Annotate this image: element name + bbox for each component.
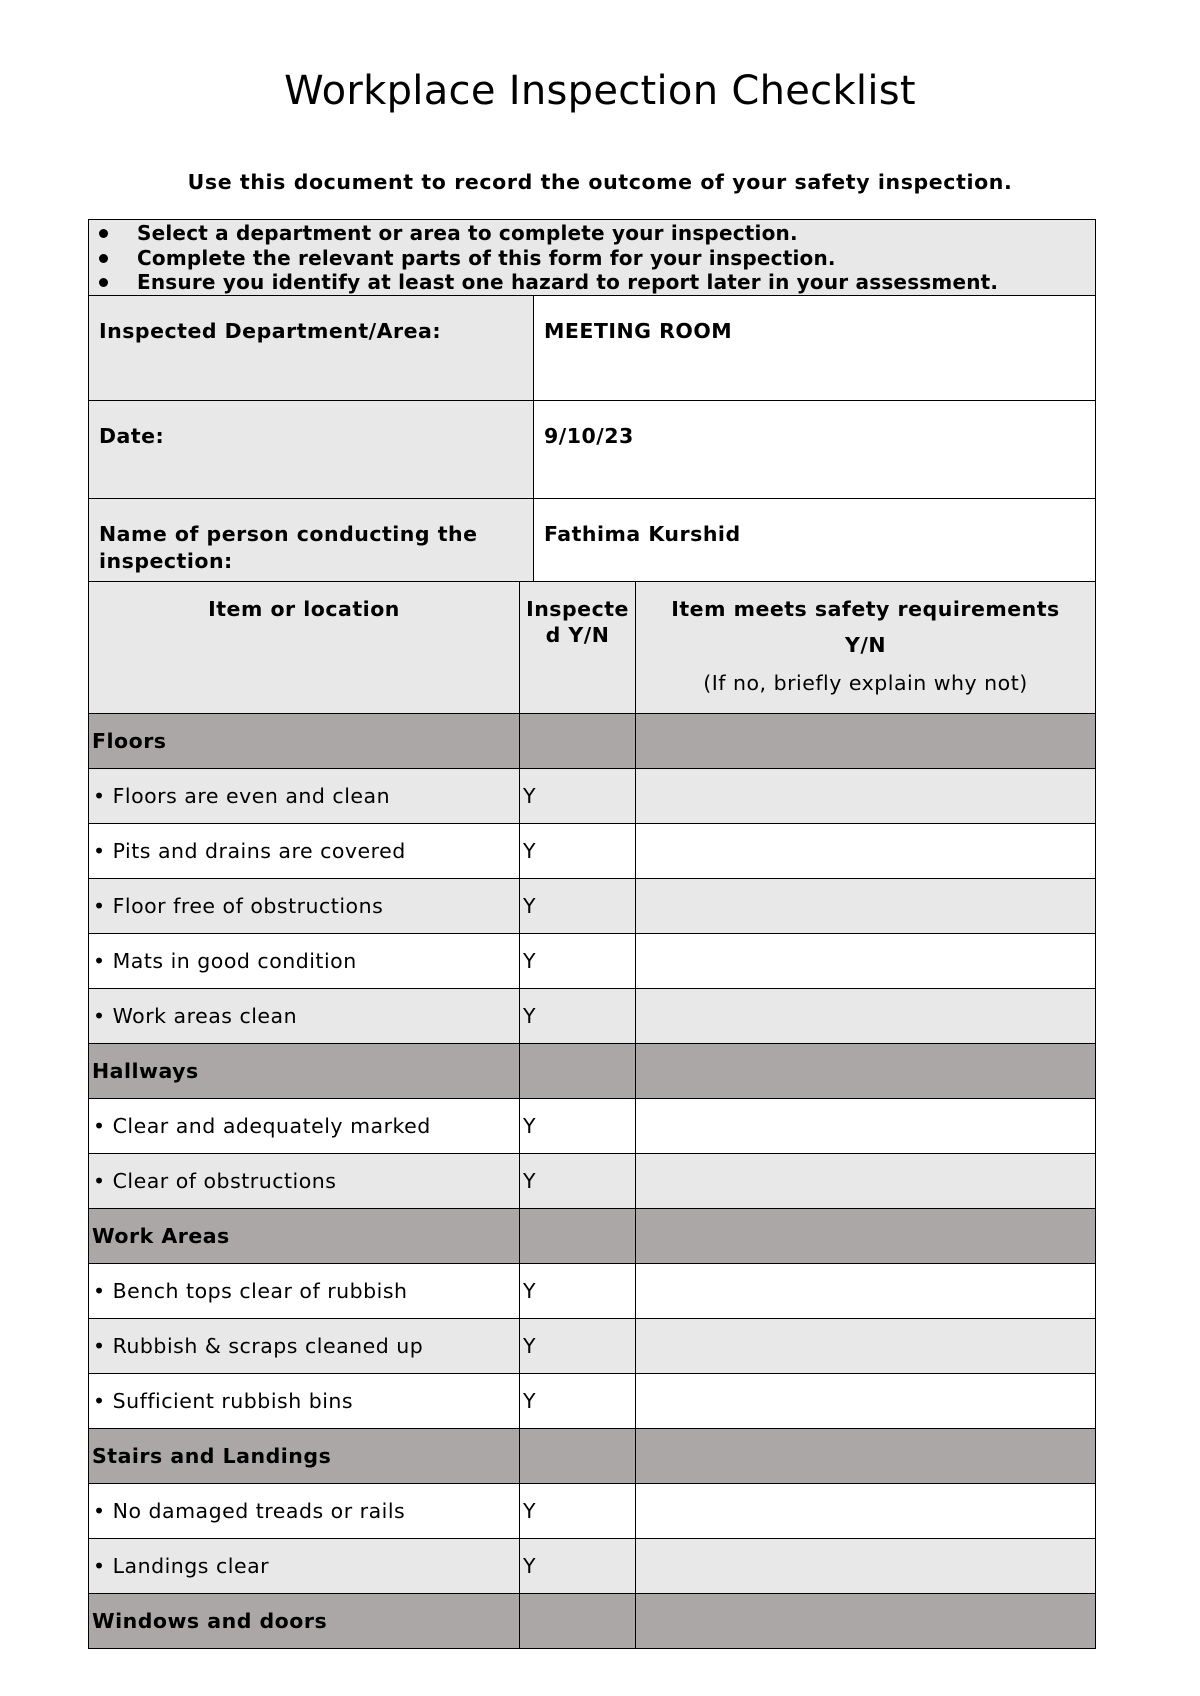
section-inspected-cell xyxy=(520,1209,636,1264)
section-inspected-cell xyxy=(520,714,636,769)
item-meets[interactable] xyxy=(636,934,1096,989)
section-label: Floors xyxy=(89,714,520,769)
item-label: • Floor free of obstructions xyxy=(89,879,520,934)
section-label: Work Areas xyxy=(89,1209,520,1264)
section-meets-cell xyxy=(636,1594,1096,1649)
department-label: Inspected Department/Area: xyxy=(89,295,534,400)
table-row xyxy=(89,769,1096,824)
inspection-info-table xyxy=(88,219,1096,622)
section-meets-cell xyxy=(636,1044,1096,1099)
header-meets-yn: Y/N xyxy=(845,633,886,657)
table-row xyxy=(89,1484,1096,1539)
instruction-item xyxy=(89,270,1095,295)
item-meets[interactable] xyxy=(636,1099,1096,1154)
table-row xyxy=(89,1099,1096,1154)
section-label: Hallways xyxy=(89,1044,520,1099)
item-label: • Clear and adequately marked xyxy=(89,1099,520,1154)
table-row xyxy=(89,1374,1096,1429)
section-row-hallways xyxy=(89,1044,1096,1099)
item-label: • Work areas clean xyxy=(89,989,520,1044)
bullet-icon xyxy=(99,278,108,287)
date-label: Date: xyxy=(89,400,534,498)
section-label: Stairs and Landings xyxy=(89,1429,520,1484)
item-meets[interactable] xyxy=(636,1484,1096,1539)
section-meets-cell xyxy=(636,1429,1096,1484)
item-meets[interactable] xyxy=(636,1154,1096,1209)
department-value[interactable]: MEETING ROOM xyxy=(534,295,1096,400)
instruction-item xyxy=(89,246,1095,271)
document-title: Workplace Inspection Checklist xyxy=(284,68,916,114)
item-inspected[interactable]: Y xyxy=(520,1319,636,1374)
instruction-text: Select a department or area to complete your inspection. xyxy=(137,221,798,245)
table-row xyxy=(89,824,1096,879)
item-inspected[interactable]: Y xyxy=(520,1154,636,1209)
item-inspected[interactable]: Y xyxy=(520,934,636,989)
item-meets[interactable] xyxy=(636,1264,1096,1319)
header-item-or-location xyxy=(89,582,520,714)
item-inspected[interactable]: Y xyxy=(520,769,636,824)
date-value[interactable]: 9/10/23 xyxy=(534,400,1096,498)
item-meets[interactable] xyxy=(636,879,1096,934)
table-row xyxy=(89,879,1096,934)
section-inspected-cell xyxy=(520,1594,636,1649)
table-row xyxy=(89,989,1096,1044)
table-row xyxy=(89,1539,1096,1594)
item-meets[interactable] xyxy=(636,1539,1096,1594)
item-inspected[interactable]: Y xyxy=(520,1264,636,1319)
header-meets-label: Item meets safety requirements xyxy=(671,597,1060,621)
item-label: • Landings clear xyxy=(89,1539,520,1594)
item-label: • Floors are even and clean xyxy=(89,769,520,824)
item-label: • Mats in good condition xyxy=(89,934,520,989)
header-meets-note: (If no, briefly explain why not) xyxy=(703,671,1028,695)
header-inspected-label: Inspected Y/N xyxy=(526,597,629,647)
item-inspected[interactable]: Y xyxy=(520,1099,636,1154)
table-row xyxy=(89,1154,1096,1209)
document-subtitle: Use this document to record the outcome of your safety inspection. xyxy=(187,170,1013,194)
inspector-label: Name of person conducting the inspection: xyxy=(89,498,534,621)
section-row-stairs-and-landings xyxy=(89,1429,1096,1484)
section-meets-cell xyxy=(636,1209,1096,1264)
instructions-list xyxy=(89,221,1095,295)
inspector-value[interactable]: Fathima Kurshid xyxy=(534,498,1096,621)
item-inspected[interactable]: Y xyxy=(520,1374,636,1429)
section-label: Windows and doors xyxy=(89,1594,520,1649)
item-label: • Rubbish & scraps cleaned up xyxy=(89,1319,520,1374)
section-row-work-areas xyxy=(89,1209,1096,1264)
item-inspected[interactable]: Y xyxy=(520,824,636,879)
item-inspected[interactable]: Y xyxy=(520,879,636,934)
section-row-floors xyxy=(89,714,1096,769)
item-inspected[interactable]: Y xyxy=(520,1539,636,1594)
item-inspected[interactable]: Y xyxy=(520,989,636,1044)
header-meets-requirements xyxy=(636,582,1096,714)
item-label: • Sufficient rubbish bins xyxy=(89,1374,520,1429)
bullet-icon xyxy=(99,254,108,263)
item-meets[interactable] xyxy=(636,769,1096,824)
item-label: • Bench tops clear of rubbish xyxy=(89,1264,520,1319)
table-row xyxy=(89,1319,1096,1374)
item-label: • Pits and drains are covered xyxy=(89,824,520,879)
instruction-text: Complete the relevant parts of this form for your inspection. xyxy=(137,245,836,270)
item-meets[interactable] xyxy=(636,989,1096,1044)
item-label: • Clear of obstructions xyxy=(89,1154,520,1209)
instruction-item xyxy=(89,221,1095,246)
section-inspected-cell xyxy=(520,1429,636,1484)
instructions-cell xyxy=(89,220,1096,296)
item-meets[interactable] xyxy=(636,1319,1096,1374)
header-inspected xyxy=(520,582,636,714)
section-inspected-cell xyxy=(520,1044,636,1099)
bullet-icon xyxy=(99,229,108,238)
section-meets-cell xyxy=(636,714,1096,769)
checklist-table xyxy=(88,581,1096,1649)
section-row-windows-and-doors xyxy=(89,1594,1096,1649)
table-row xyxy=(89,1264,1096,1319)
header-item-label: Item or location xyxy=(208,597,400,621)
item-label: • No damaged treads or rails xyxy=(89,1484,520,1539)
item-meets[interactable] xyxy=(636,1374,1096,1429)
item-meets[interactable] xyxy=(636,824,1096,879)
item-inspected[interactable]: Y xyxy=(520,1484,636,1539)
table-row xyxy=(89,934,1096,989)
instruction-text: Ensure you identify at least one hazard to report later in your assessment. xyxy=(137,270,999,294)
